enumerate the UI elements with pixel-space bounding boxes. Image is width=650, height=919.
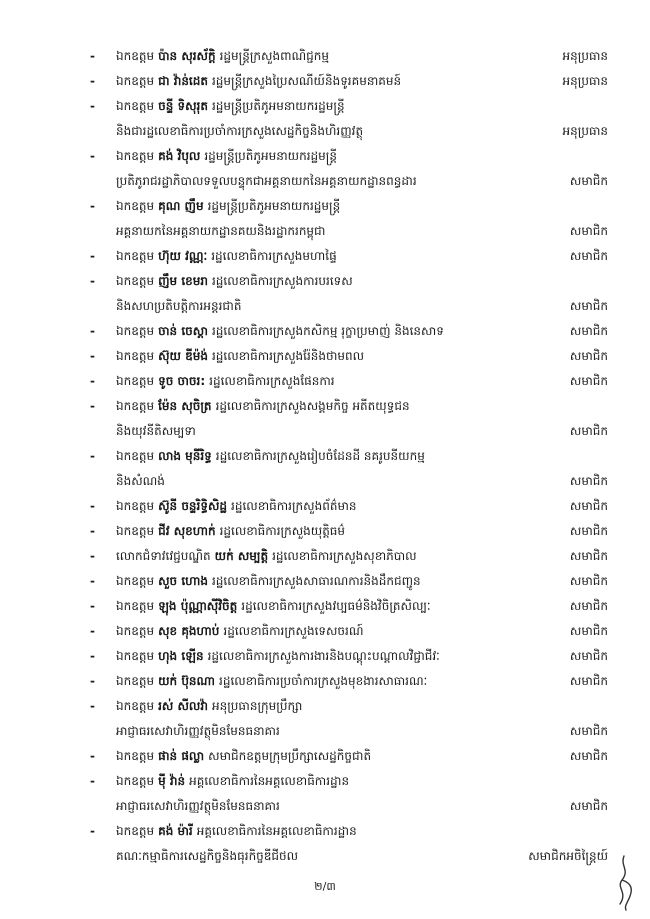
member-entry [90, 519, 610, 544]
entry-text [116, 144, 337, 169]
honorific-title: ឯកឧត្តម [116, 524, 155, 538]
member-entry [90, 144, 610, 194]
entry-line [90, 344, 610, 369]
honorific-title: ឯកឧត្តម [116, 599, 155, 613]
entry-line [90, 294, 610, 319]
position-text-continued: និងជារដ្ឋលេខាធិការប្រចាំការក្រសួងសេដ្ឋកិច្ចនិងហិរញ្ញវត្ថុ [116, 124, 364, 138]
committee-role: សមាជិក [569, 599, 608, 613]
committee-role: សមាជិក [569, 299, 608, 313]
position-text: រដ្ឋមន្ត្រីប្រតិភូអមនាយករដ្ឋមន្ត្រី [207, 199, 341, 213]
committee-role: សមាជិក [569, 474, 608, 488]
committee-role: សមាជិក [569, 174, 608, 188]
list-bullet: - [90, 49, 95, 63]
member-name: គង់ ម៉ារី [158, 824, 193, 838]
position-text: រដ្ឋលេខាធិការក្រសួងមហាផ្ទៃ [211, 249, 337, 263]
honorific-title: ឯកឧត្តម [116, 399, 155, 413]
position-text: រដ្ឋលេខាធិការក្រសួងសាធារណការនិងដឹកជញ្ជូន [211, 574, 421, 588]
position-text: រដ្ឋមន្ត្រីប្រតិភូអមនាយករដ្ឋមន្ត្រី [204, 149, 337, 163]
entry-line [90, 194, 610, 219]
committee-role: សមាជិក [569, 374, 608, 388]
honorific-title: ឯកឧត្តម [116, 274, 155, 288]
list-bullet: - [90, 824, 95, 838]
entry-text [116, 269, 353, 294]
entry-line [90, 69, 610, 94]
honorific-title: ឯកឧត្តម [116, 624, 155, 638]
honorific-title: ឯកឧត្តម [116, 324, 155, 338]
member-name: ចាន់ ចេស្តា [158, 324, 208, 338]
position-text: រដ្ឋលេខាធិការក្រសួងព័ត៌មាន [231, 499, 357, 513]
member-entry [90, 444, 610, 494]
honorific-title: ឯកឧត្តម [116, 749, 155, 763]
position-text: រដ្ឋលេខាធិការក្រសួងរៀបចំដែនដី នគរូបនីយកម្ម [215, 449, 425, 463]
position-text: រដ្ឋលេខាធិការក្រសួងកសិកម្ម រុក្ខាប្រមាញ់ និងនេសាទ [211, 324, 444, 338]
position-text: រដ្ឋលេខាធិការប្រចាំការក្រសួងមុខងារសាធារណៈ [219, 674, 428, 688]
committee-role: សមាជិក [569, 749, 608, 763]
entry-line [90, 94, 610, 119]
position-text: រដ្ឋមន្ត្រីប្រតិភូអមនាយករដ្ឋមន្ត្រី [211, 99, 345, 113]
entry-line [90, 669, 610, 694]
member-entry [90, 344, 610, 369]
member-entry [90, 544, 610, 569]
position-text-continued: អាជ្ញាធរសេវាហិរញ្ញវត្ថុមិនមែនធនាគារ [116, 799, 280, 813]
honorific-title: ឯកឧត្តម [116, 699, 155, 713]
position-text: រដ្ឋលេខាធិការក្រសួងផែនការ [209, 374, 335, 388]
entry-text [116, 569, 421, 594]
entry-line [90, 594, 610, 619]
member-name: ម៉ី វ៉ាន់ [158, 774, 186, 788]
initial-signature [606, 852, 646, 912]
entry-line [90, 44, 610, 69]
list-bullet: - [90, 699, 95, 713]
member-entry [90, 69, 610, 94]
position-text: រដ្ឋលេខាធិការក្រសួងសង្គមកិច្ច អតីតយុទ្ធជន [215, 399, 410, 413]
entry-text [116, 644, 440, 669]
member-name: ជា វ៉ាន់ដេត [158, 74, 208, 88]
position-text-continued: អគ្គនាយកនៃអគ្គនាយកដ្ឋានគយនិងរដ្ឋាករកម្ពុជា [116, 224, 326, 238]
entry-line [90, 744, 610, 769]
entry-line [90, 444, 610, 469]
position-text: អនុប្រធានក្រុមប្រឹក្សា [211, 699, 303, 713]
entry-line [90, 144, 610, 169]
list-bullet: - [90, 374, 95, 388]
list-bullet: - [90, 549, 95, 563]
list-bullet: - [90, 574, 95, 588]
entry-line [90, 844, 610, 869]
entry-line [90, 269, 610, 294]
committee-role: សមាជិក [569, 249, 608, 263]
position-text: រដ្ឋលេខាធិការក្រសួងការបរទេស [211, 274, 353, 288]
entry-line [90, 419, 610, 444]
honorific-title: ឯកឧត្តម [116, 499, 155, 513]
honorific-title: ឯកឧត្តម [116, 49, 155, 63]
entry-text [116, 319, 444, 344]
member-name: ញឹម ខេមរា [158, 274, 208, 288]
list-bullet: - [90, 624, 95, 638]
member-name: ឡុង ប៉ុណ្ណាស៊ីវិចិត្ត [158, 599, 238, 613]
committee-role: សមាជិក [569, 649, 608, 663]
entry-text [116, 494, 356, 519]
entry-text [116, 69, 401, 94]
position-text-continued: ប្រតិភូរាជរដ្ឋាភិបាលទទួលបន្ទុកជាអគ្គនាយកនៃអគ្គនាយកដ្ឋានពន្ធដារ [116, 174, 417, 188]
committee-role: សមាជិក [569, 574, 608, 588]
member-name: ផាន់ ផល្លា [158, 749, 205, 763]
position-text: អគ្គលេខាធិការនៃអគ្គលេខាធិការដ្ឋាន [189, 774, 350, 788]
list-bullet: - [90, 599, 95, 613]
member-entry [90, 494, 610, 519]
honorific-title: ឯកឧត្តម [116, 824, 155, 838]
member-entry [90, 694, 610, 744]
member-entry [90, 394, 610, 444]
entry-text [116, 544, 417, 569]
entry-text [116, 44, 329, 69]
position-text: រដ្ឋលេខាធិការក្រសួងរ៉ែនិងថាមពល [211, 349, 365, 363]
entry-line [90, 394, 610, 419]
member-name: ហុង ឡើន [158, 649, 204, 663]
member-name: រស់ សីលវ៉ា [158, 699, 208, 713]
list-bullet: - [90, 349, 95, 363]
position-text-continued: និងយុវនីតិសម្បទា [116, 424, 196, 438]
committee-role: សមាជិក [569, 499, 608, 513]
position-text: រដ្ឋលេខាធិការក្រសួងសុខាភិបាល [272, 549, 417, 563]
member-name: លាង មុនីរិទ្ធ [158, 449, 212, 463]
member-name: ប៉ាន សុរស័ក្តិ [158, 49, 216, 63]
entry-line [90, 694, 610, 719]
list-bullet: - [90, 199, 95, 213]
position-text: អគ្គលេខាធិការនៃអគ្គលេខាធិការដ្ឋាន [196, 824, 357, 838]
member-name: ទូច ចាចរ: [158, 374, 206, 388]
position-text: សមាជិកឧត្តមក្រុមប្រឹក្សាសេដ្ឋកិច្ចជាតិ [208, 749, 372, 763]
member-entry [90, 94, 610, 144]
member-entry [90, 194, 610, 244]
honorific-title: ឯកឧត្តម [116, 249, 155, 263]
entry-line [90, 169, 610, 194]
member-entry [90, 44, 610, 69]
member-name: សួច ហោង [158, 574, 208, 588]
honorific-title: ឯកឧត្តម [116, 99, 155, 113]
entry-text [116, 369, 335, 394]
list-bullet: - [90, 324, 95, 338]
committee-role: សមាជិក [569, 674, 608, 688]
list-bullet: - [90, 149, 95, 163]
position-text-continued: អាជ្ញាធរសេវាហិរញ្ញវត្ថុមិនមែនធនាគារ [116, 724, 280, 738]
position-text: រដ្ឋលេខាធិការក្រសួងយុត្តិធម៌ [219, 524, 346, 538]
entry-text [116, 819, 357, 844]
entry-text [116, 744, 371, 769]
member-entry [90, 319, 610, 344]
entry-line [90, 219, 610, 244]
entry-text [116, 194, 340, 219]
member-name: គង់ វិបុល [158, 149, 201, 163]
honorific-title: ឯកឧត្តម [116, 74, 155, 88]
entry-line [90, 244, 610, 269]
entry-line [90, 544, 610, 569]
position-text: រដ្ឋមន្ត្រីក្រសួងពាណិជ្ជកម្ម [219, 49, 329, 63]
member-entry [90, 769, 610, 819]
committee-role: សមាជិក [569, 324, 608, 338]
entry-text [116, 619, 364, 644]
list-bullet: - [90, 774, 95, 788]
member-list [90, 44, 610, 869]
honorific-title: ឯកឧត្តម [116, 674, 155, 688]
committee-role: សមាជិក [569, 224, 608, 238]
list-bullet: - [90, 499, 95, 513]
list-bullet: - [90, 449, 95, 463]
entry-text [116, 94, 345, 119]
committee-role: សមាជិក [569, 349, 608, 363]
member-entry [90, 594, 610, 619]
member-name: យក់ សម្បត្តិ [214, 549, 269, 563]
member-entry [90, 269, 610, 319]
entry-text [116, 344, 364, 369]
member-name: យក់ ប៊ុនណា [158, 674, 216, 688]
member-entry [90, 244, 610, 269]
entry-line [90, 369, 610, 394]
entry-line [90, 119, 610, 144]
committee-role: អនុប្រធាន [562, 124, 608, 138]
entry-text [116, 669, 427, 694]
member-entry [90, 744, 610, 769]
entry-line [90, 794, 610, 819]
member-entry [90, 644, 610, 669]
entry-text [116, 694, 302, 719]
list-bullet: - [90, 749, 95, 763]
honorific-title: ឯកឧត្តម [116, 149, 155, 163]
member-name: ស៊ុយ ឌីម៉ង់ [158, 349, 208, 363]
position-text-continued: និងសហប្រតិបត្តិការអន្តរជាតិ [116, 299, 242, 313]
honorific-title: ឯកឧត្តម [116, 649, 155, 663]
committee-role: សមាជិក [569, 424, 608, 438]
position-text-continued: និងសំណង់ [116, 474, 165, 488]
entry-line [90, 619, 610, 644]
entry-line [90, 569, 610, 594]
entry-text [116, 394, 410, 419]
list-bullet: - [90, 649, 95, 663]
member-entry [90, 569, 610, 594]
member-entry [90, 369, 610, 394]
entry-text [116, 519, 345, 544]
entry-line [90, 469, 610, 494]
list-bullet: - [90, 399, 95, 413]
entry-line [90, 319, 610, 344]
honorific-title: ឯកឧត្តម [116, 199, 155, 213]
member-entry [90, 619, 610, 644]
committee-role: សមាជិកអចិន្ត្រៃយ៍ [528, 849, 608, 863]
member-name: គុណ ញឹម [158, 199, 204, 213]
honorific-title: ឯកឧត្តម [116, 349, 155, 363]
entry-text [116, 769, 349, 794]
entry-text [116, 594, 431, 619]
honorific-title: លោកជំទាវវេជ្ជបណ្ឌិត [116, 549, 211, 563]
honorific-title: ឯកឧត្តម [116, 574, 155, 588]
list-bullet: - [90, 99, 95, 113]
position-text: រដ្ឋលេខាធិការក្រសួងការងារនិងបណ្តុះបណ្តាលវិជ្ជាជីវៈ [207, 649, 440, 663]
list-bullet: - [90, 274, 95, 288]
committee-role: សមាជិក [569, 624, 608, 638]
page-number: ២/៣ [314, 880, 336, 893]
committee-role: អនុប្រធាន [562, 49, 608, 63]
member-name: ម៉ែន សុចិត្រ [158, 399, 212, 413]
entry-line [90, 644, 610, 669]
committee-role: សមាជិក [569, 549, 608, 563]
position-text: រដ្ឋមន្ត្រីក្រសួងប្រៃសណីយ៍និងទូរគមនាគមន៍ [211, 74, 402, 88]
entry-line [90, 819, 610, 844]
member-name: ចន្ទី ទិសុរុត [158, 99, 208, 113]
position-text: រដ្ឋលេខាធិការក្រសួងទេសចរណ៍ [223, 624, 364, 638]
list-bullet: - [90, 524, 95, 538]
entry-text [116, 444, 425, 469]
member-name: ហ៊ុយ វណ្ណៈ [158, 249, 208, 263]
member-name: ស៊ូនី ចន្ទរិទ្ធិសិដ្ឋ [158, 499, 228, 513]
committee-role: សមាជិក [569, 524, 608, 538]
honorific-title: ឯកឧត្តម [116, 374, 155, 388]
position-text: រដ្ឋលេខាធិការក្រសួងវប្បធម៌និងវិចិត្រសិល្បៈ [241, 599, 431, 613]
member-name: ជីវ សុខហាក់ [158, 524, 216, 538]
committee-role: សមាជិក [569, 799, 608, 813]
member-entry [90, 669, 610, 694]
entry-line [90, 769, 610, 794]
honorific-title: ឯកឧត្តម [116, 774, 155, 788]
committee-role: សមាជិក [569, 724, 608, 738]
list-bullet: - [90, 74, 95, 88]
committee-role: អនុប្រធាន [562, 74, 608, 88]
entry-line [90, 519, 610, 544]
entry-text [116, 244, 337, 269]
entry-line [90, 494, 610, 519]
position-text-continued: គណៈកម្មាធិការសេដ្ឋកិច្ចនិងធុរកិច្ចឌីជីថល [116, 849, 299, 863]
honorific-title: ឯកឧត្តម [116, 449, 155, 463]
list-bullet: - [90, 249, 95, 263]
entry-line [90, 719, 610, 744]
member-entry [90, 819, 610, 869]
member-name: សុខ គុងហាប់ [158, 624, 220, 638]
list-bullet: - [90, 674, 95, 688]
